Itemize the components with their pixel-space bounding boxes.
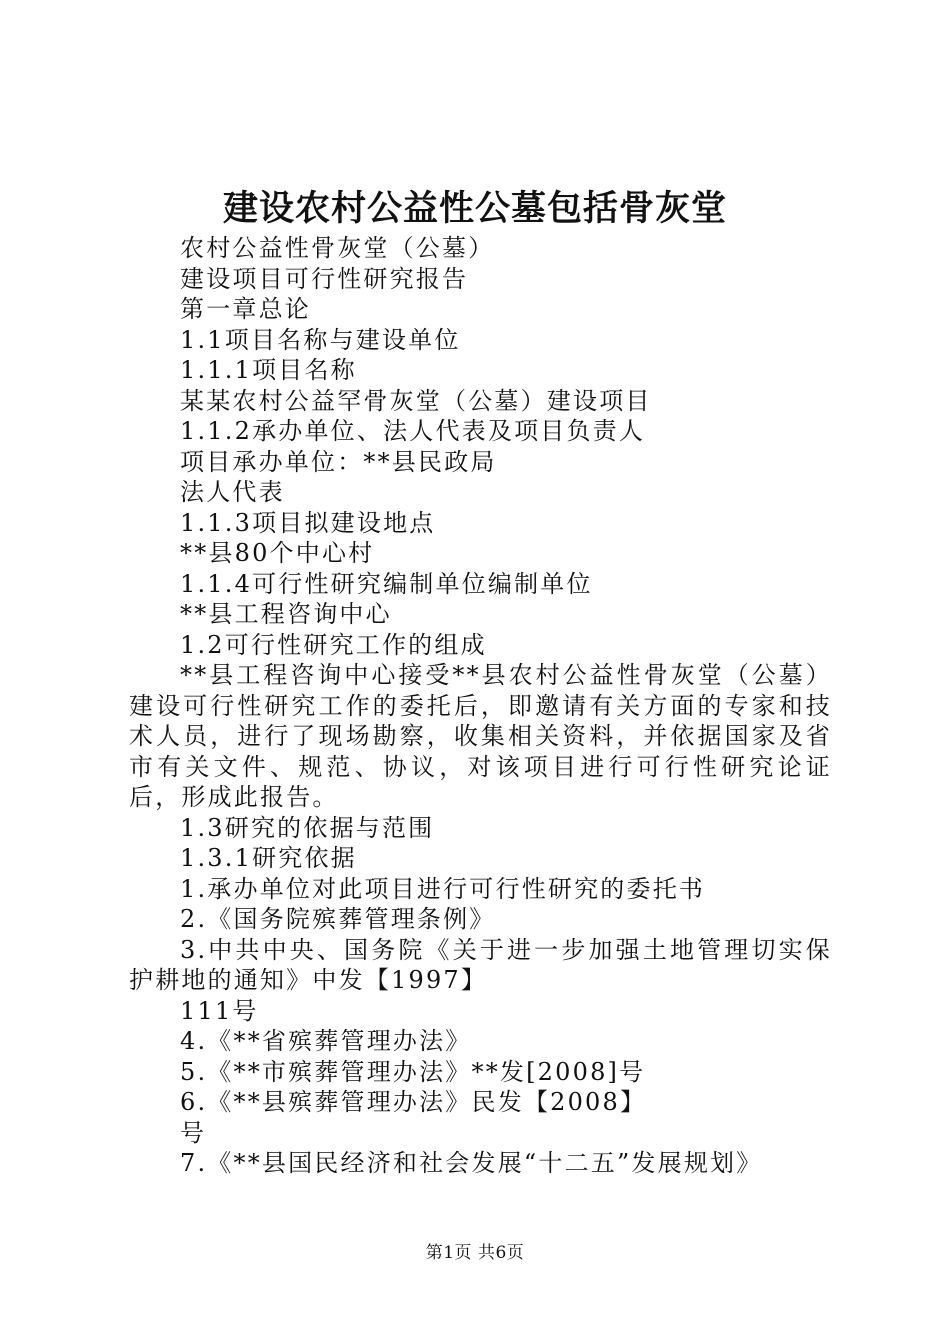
text-line: **县80个中心村 [180,539,375,567]
document-title: 建设农村公益性公墓包括骨灰堂 [222,188,727,229]
text-line: 111号 [180,996,259,1025]
list-item: 2.《国务院殡葬管理条例》 [180,905,496,933]
text-line: 项目承办单位：**县民政局 [180,447,497,476]
list-item: 6.《**县殡葬管理办法》民发【2008】 [180,1088,647,1116]
subsection-heading: 1.1.3项目拟建设地点 [180,508,436,537]
subsection-heading: 1.1.4可行性研究编制单位编制单位 [180,569,593,598]
text-line: 建设项目可行性研究报告 [180,264,469,293]
list-item: 3.中共中央、国务院《关于进一步加强土地管理切实保护耕地的通知》中发【1997】 [129,935,832,994]
section-heading: 1.2可行性研究工作的组成 [180,630,487,659]
body-paragraph: **县工程咨询中心接受**县农村公益性骨灰堂（公墓）建设可行性研究工作的委托后，即邀请有关方面的专家和技术人员，进行了现场勘察，收集相关资料，并依据国家及省市有关文件、规范、协议，对该项目进行可行性研究论证后，形成此报告。 [129,661,832,811]
subsection-heading: 1.1.2承办单位、法人代表及项目负责人 [180,417,646,445]
text-line: 某某农村公益罕骨灰堂（公墓）建设项目 [180,386,652,415]
section-heading: 1.1项目名称与建设单位 [180,325,461,354]
list-item: 1.承办单位对此项目进行可行性研究的委托书 [180,874,706,903]
list-item: 7.《**县国民经济和社会发展“十二五”发展规划》 [180,1149,763,1177]
list-item: 4.《**省殡葬管理办法》 [180,1027,472,1055]
subsection-heading: 1.3.1研究依据 [180,844,357,872]
page-footer: 第1页 共6页 [425,1243,525,1263]
text-line: 法人代表 [180,478,285,506]
text-line: 号 [180,1118,207,1147]
document-body [129,233,832,1179]
text-line: **县工程咨询中心 [180,600,392,628]
list-item: 5.《**市殡葬管理办法》**发[2008]号 [180,1057,646,1086]
section-heading: 1.3研究的依据与范围 [180,813,435,842]
subsection-heading: 1.1.1项目名称 [180,356,357,384]
text-line: 农村公益性骨灰堂（公墓） [180,234,495,262]
chapter-heading: 第一章总论 [180,295,311,323]
